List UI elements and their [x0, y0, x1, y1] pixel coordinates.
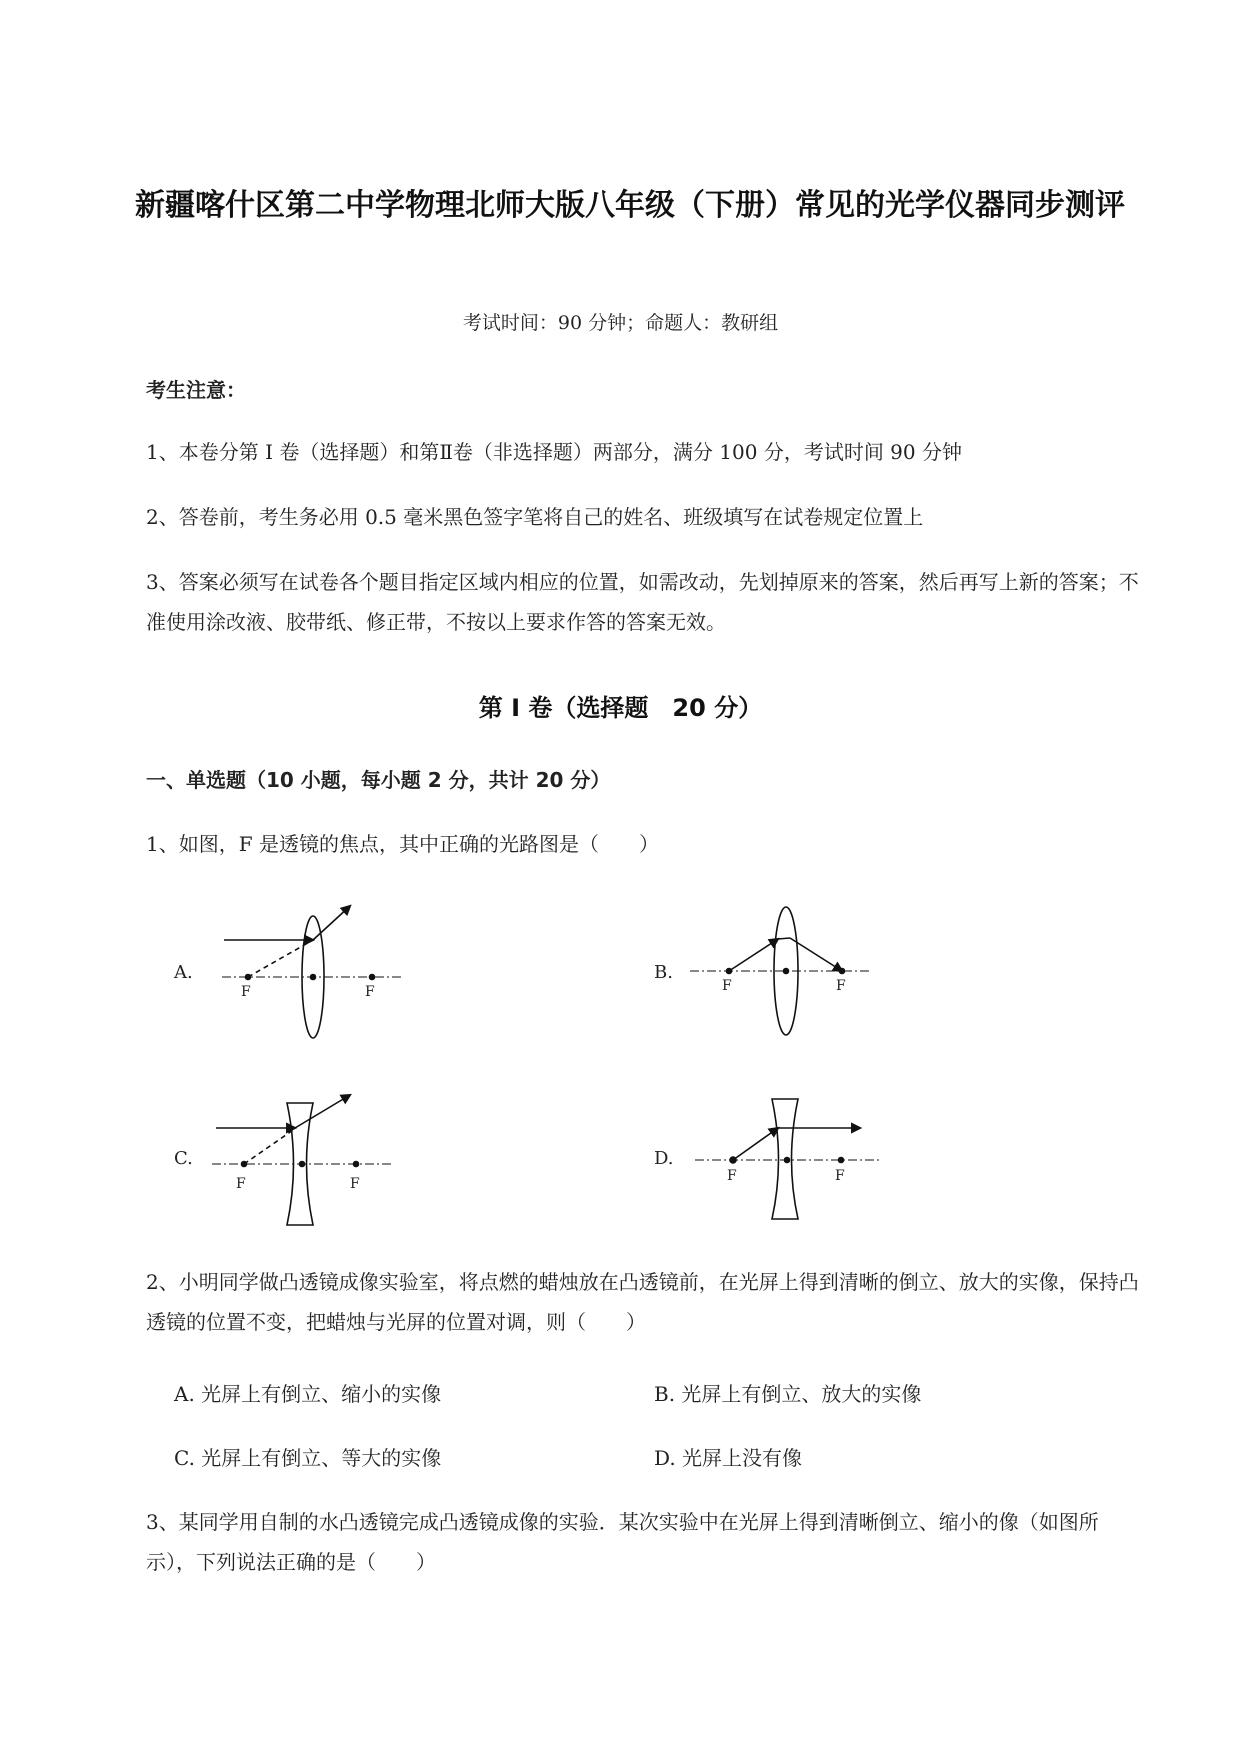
diagram-b-focus-right: F: [836, 978, 846, 994]
part-heading: 一、单选题（10 小题，每小题 2 分，共计 20 分）: [146, 768, 611, 792]
notice-heading: 考生注意：: [146, 378, 246, 402]
diagram-b-focus-left: F: [722, 978, 732, 994]
question-3-stem: 3、某同学用自制的水凸透镜完成凸透镜成像的实验．某次实验中在光屏上得到清晰倒立、缩小的像（如图所示），下列说法正确的是（ ）: [146, 1510, 1099, 1574]
q2-option-c: C. 光屏上有倒立、等大的实像: [174, 1446, 442, 1470]
diagram-d-focus-left: F: [727, 1168, 737, 1184]
notice-item-1: 1、本卷分第 I 卷（选择题）和第Ⅱ卷（非选择题）两部分，满分 100 分，考试时间 90 分钟: [146, 440, 962, 464]
q1-option-b-label: B.: [654, 962, 673, 983]
q1-option-a-label: A.: [174, 962, 193, 983]
question-1-stem: 1、如图，F 是透镜的焦点，其中正确的光路图是（ ）: [146, 832, 659, 856]
diagram-d-focus-right: F: [835, 1168, 845, 1184]
q1-option-d-label: D.: [654, 1148, 674, 1169]
question-2-stem: 2、小明同学做凸透镜成像实验室，将点燃的蜡烛放在凸透镜前，在光屏上得到清晰的倒立、放大的实像，保持凸透镜的位置不变，把蜡烛与光屏的位置对调，则（ ）: [146, 1270, 1139, 1334]
diagram-c: [212, 1095, 392, 1225]
q2-option-b: B. 光屏上有倒立、放大的实像: [654, 1382, 922, 1406]
exam-info: 考试时间：90 分钟；命题人：教研组: [462, 312, 779, 334]
q2-option-d: D. 光屏上没有像: [654, 1446, 803, 1470]
diagram-a-focus-left: F: [241, 984, 251, 1000]
q2-option-a: A. 光屏上有倒立、缩小的实像: [174, 1382, 442, 1406]
notice-item-3: 3、答案必须写在试卷各个题目指定区域内相应的位置，如需改动，先划掉原来的答案，然后再写上新的答案；不准使用涂改液、胶带纸、修正带，不按以上要求作答的答案无效。: [146, 570, 1139, 634]
diagram-d: [695, 1099, 880, 1219]
q1-option-c-label: C.: [174, 1148, 193, 1169]
diagram-a-focus-right: F: [365, 984, 375, 1000]
diagram-c-focus-right: F: [350, 1176, 360, 1192]
section-title: 第 I 卷（选择题 20 分）: [478, 694, 763, 722]
diagram-b: [690, 907, 870, 1035]
diagram-a: [222, 906, 402, 1038]
notice-item-2: 2、答卷前，考生务必用 0.5 毫米黑色签字笔将自己的姓名、班级填写在试卷规定位置上: [146, 505, 924, 529]
page-title: 新疆喀什区第二中学物理北师大版八年级（下册）常见的光学仪器同步测评: [135, 188, 1125, 223]
diagram-c-focus-left: F: [236, 1176, 246, 1192]
